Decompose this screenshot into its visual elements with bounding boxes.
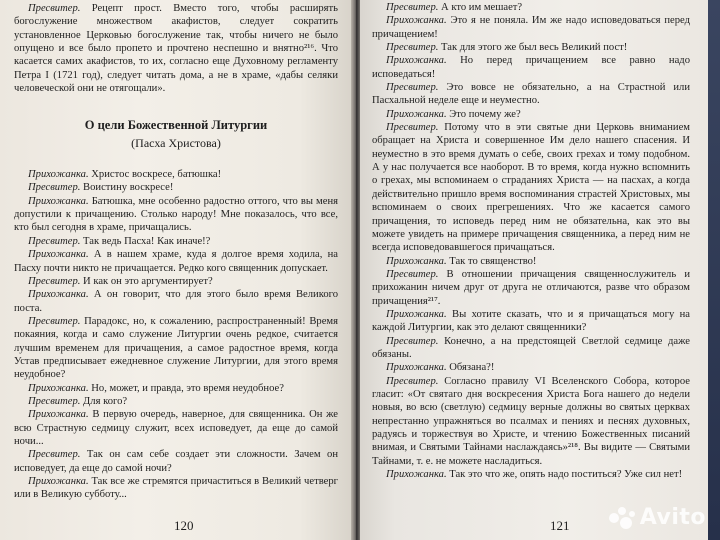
page-number-right: 121 (550, 517, 570, 533)
avito-watermark (609, 505, 706, 530)
speaker-label: Прихожанка. (28, 289, 89, 301)
paragraph (372, 308, 690, 335)
speaker-label: Пресвитер. (386, 122, 439, 134)
speaker-label: Пресвитер. (28, 3, 81, 14)
paragraph-text: Но перед причащением все равно надо исповедаться! (372, 55, 690, 80)
speaker-label: Пресвитер. (386, 335, 439, 347)
paragraph-text: Так это что же, опять надо поститься? Уже сил нет! (446, 469, 683, 481)
paragraph-text: Но, может, и правда, это время неудобное? (88, 382, 284, 394)
paragraph-text: Конечно, а на предстоящей Светлой седмице даже обязаны. (372, 335, 690, 360)
paragraph-text: Так ведь Пасха! Как иначе!? (80, 235, 211, 247)
paragraph (14, 288, 338, 315)
paragraph-text: Это вовсе не обязательно, а на Страстной или Пасхальной неделе еще и неуместно. (372, 82, 690, 107)
paragraph (372, 1, 690, 14)
paragraph (372, 468, 690, 481)
speaker-label: Пресвитер. (28, 275, 81, 287)
paragraph (372, 361, 690, 374)
paragraph-text: Парадокс, но, к сожалению, распространенный! Время покаяния, когда и само служение Литургии очень редкое, считается лучшим временем для причащения, а самое радостное время, когда Устав предписывает ежедневное служение Литургии, для этого время неудобное? (14, 315, 338, 381)
paragraph-text: А он говорит, что для этого было время Великого поста. (14, 289, 338, 314)
paragraph (372, 81, 690, 108)
paragraph-text: Рецепт прост. Вместо того, чтобы расширять богослужение множеством акафистов, следует сократить установленное Церковью богослужение так, чтобы ничего не было опущено и все было пропето и прочтено неспешно и внятно²¹⁶. Что касается самих акафистов, то их, согласно еще Духовному регламенту Петра I (1721 год), следует читать дома, а не в храме, «дабы селяки человеческой они не отягощали». (14, 3, 338, 95)
speaker-label: Пресвитер. (28, 315, 81, 327)
speaker-label: Прихожанка. (28, 476, 89, 487)
paragraph-text: А в нашем храме, куда я долгое время ходила, на Пасху почти никто не причащается. Редко кого священник допускает. (14, 249, 338, 274)
speaker-label: Пресвитер. (386, 268, 439, 280)
paragraph-text: Так он сам себе создает эти сложности. Зачем он исповедует, да еще до самой ночи? (14, 449, 338, 474)
paragraph-text: Воистину воскресе! (80, 182, 174, 194)
paragraph (14, 408, 338, 448)
paragraph (14, 248, 338, 275)
avito-wordmark: Avito (639, 505, 706, 530)
paragraph (14, 168, 338, 181)
speaker-label: Пресвитер. (28, 182, 81, 194)
paragraph-text: Обязана?! (446, 362, 495, 374)
page-number-left: 120 (174, 517, 194, 533)
speaker-label: Пресвитер. (386, 2, 439, 13)
paragraph (14, 195, 338, 235)
speaker-label: Пресвитер. (28, 395, 81, 407)
speaker-label: Прихожанка. (386, 255, 447, 267)
paragraph (14, 475, 338, 502)
speaker-label: Прихожанка. (28, 169, 89, 181)
paragraph (14, 382, 338, 395)
right-dialogue (372, 1, 690, 481)
speaker-label: Пресвитер. (386, 82, 439, 94)
speaker-label: Пресвитер. (386, 375, 439, 387)
paragraph (14, 395, 338, 408)
paragraph-text: И как он это аргументирует? (80, 275, 213, 287)
paragraph-text: Это я не поняла. Им же надо исповедоваться перед причащением! (372, 15, 690, 40)
section-heading: О цели Божественной Литургии (84, 118, 268, 133)
speaker-label: Прихожанка. (386, 15, 447, 27)
paragraph-text: В первую очередь, наверное, для священника. Он же всю Страстную седмицу служит, всех исповедует, да еще до самой ночи... (14, 409, 338, 447)
paragraph-text: Это почему же? (446, 108, 521, 120)
paragraph (372, 268, 690, 308)
avito-logo-icon (609, 507, 635, 529)
paragraph-text: Потому что в эти святые дни Церковь вниманием обращает на Христа и совершенное Им дело нашего спасения. И неуместно в это время думать о себе, своих грехах и тому подобном. А у нас получается все наоборот. В то время, когда нужно вспомнить о грехах, мы вспоминаем о страданиях Христа — на пасхах, а когда действительно пришло время воспоминания страстей Христовых, мы вспоминаем о своих прегрешениях. Что же касается самого причащения, то исповедь перед ним не обязательна, как это вы можете увидеть на примере причащения священника, а перед ним не всегда исповедовавшегося причащаться. (372, 122, 690, 254)
paragraph-text: Так для этого же был весь Великий пост! (438, 42, 628, 54)
paragraph-text: Христос воскресе, батюшка! (88, 169, 222, 181)
paragraph (372, 41, 690, 54)
paragraph (372, 335, 690, 362)
paragraph-text: В отношении причащения священнослужитель и прихожанин ничем друг от друга не отличаются, разве что образом причащения²¹⁷. (372, 268, 690, 307)
intro-text (14, 2, 338, 95)
paragraph (372, 255, 690, 268)
speaker-label: Прихожанка. (28, 249, 89, 261)
paragraph (372, 14, 690, 41)
speaker-label: Прихожанка. (386, 108, 447, 120)
paragraph-text: Так то священство! (446, 255, 537, 267)
speaker-label: Пресвитер. (28, 449, 81, 461)
section-subheading: (Пасха Христова) (131, 135, 221, 150)
paragraph (372, 121, 690, 254)
paragraph-text: Вы хотите сказать, что и я причащаться могу на каждой Литургии, как это делают священники? (372, 308, 690, 334)
paragraph-text: Для кого? (80, 395, 128, 407)
speaker-label: Прихожанка. (28, 195, 89, 207)
speaker-label: Пресвитер. (386, 42, 439, 54)
paragraph (14, 448, 338, 475)
speaker-label: Прихожанка. (28, 382, 89, 394)
right-page (360, 0, 708, 540)
speaker-label: Прихожанка. (28, 409, 89, 421)
paragraph (14, 181, 338, 194)
paragraph-text: А кто им мешает? (438, 2, 523, 13)
paragraph (372, 375, 690, 468)
paragraph (14, 2, 338, 95)
speaker-label: Прихожанка. (386, 55, 447, 67)
paragraph (372, 54, 690, 81)
left-dialogue (14, 168, 338, 502)
paragraph-text: Батюшка, мне особенно радостно оттого, что вы меня допустили к причащению. Столько народу! Мне показалось, что все, кто был сегодня в храме, причащались. (14, 195, 338, 234)
speaker-label: Пресвитер. (28, 235, 81, 247)
speaker-label: Прихожанка. (386, 362, 447, 374)
paragraph (372, 108, 690, 121)
paragraph (14, 235, 338, 248)
paragraph-text: Так все же стремятся причаститься в Великий четверг или в Великую субботу... (14, 476, 338, 501)
paragraph-text: Согласно правилу VI Вселенского Собора, которое гласит: «От святаго дня воскресения Христа Бога нашего до недели новыя, во всю (светлую) седмицу верные должны во святых церквах непрестанно упражняться во псалмах и пениях и песнях духовных, радуясь и торжествуя во Христе, и чтению Божественных писаний внимая, и Святыми Тайнами наслаждаясь»²¹⁸. Вы видите — Святыми Тайнами, т. е. не можете насладиться. (372, 375, 690, 467)
paragraph (14, 315, 338, 382)
speaker-label: Прихожанка. (386, 308, 447, 320)
left-page (0, 0, 352, 540)
paragraph (14, 275, 338, 288)
speaker-label: Прихожанка. (386, 469, 447, 481)
